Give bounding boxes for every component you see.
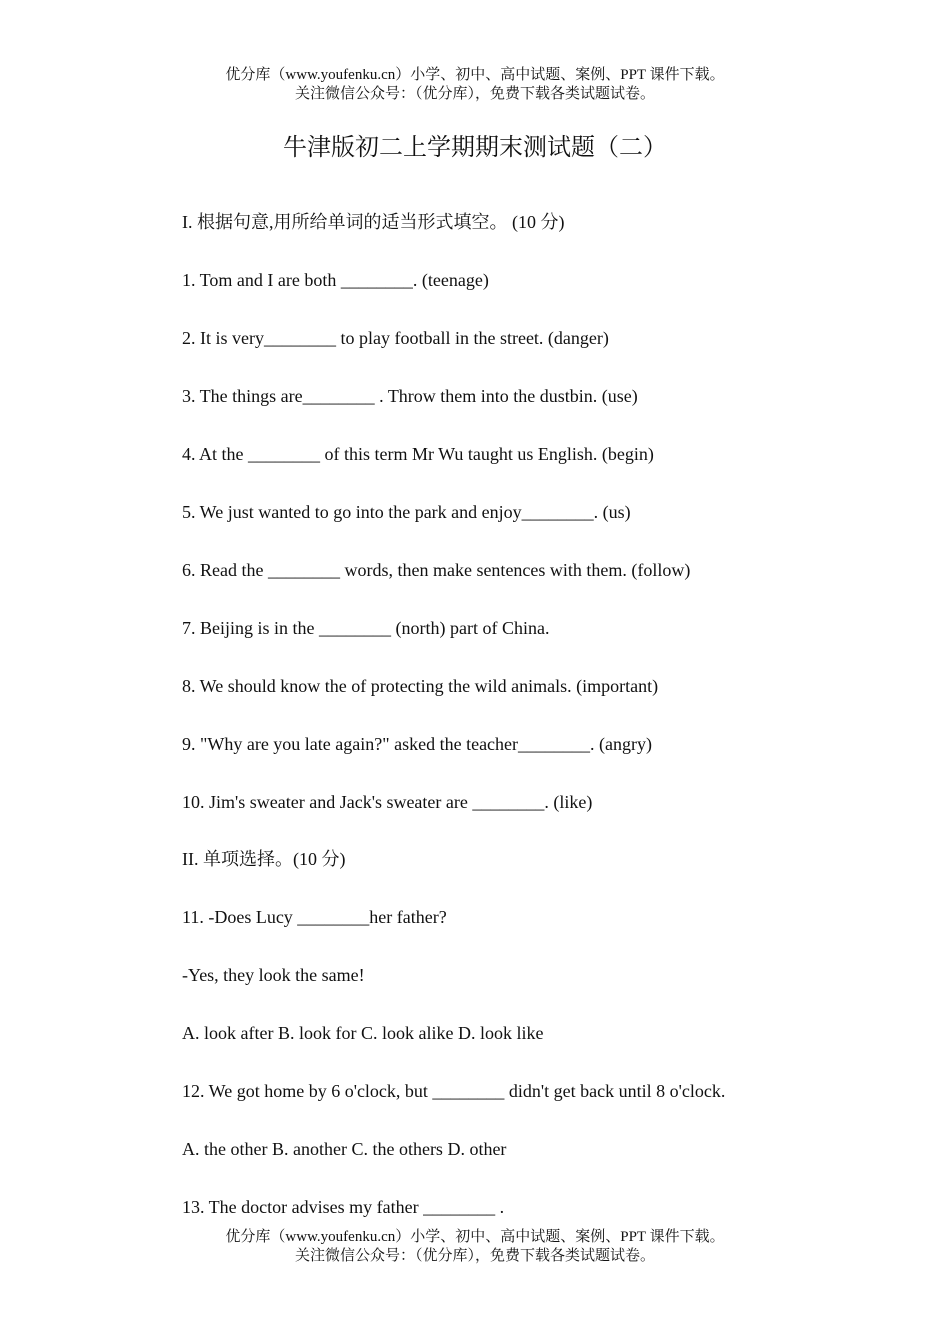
question-12-options: A. the other B. another C. the others D. other <box>182 1139 507 1159</box>
question-12: 12. We got home by 6 o'clock, but ________ didn't get back until 8 o'clock. <box>182 1081 726 1101</box>
question-3: 3. The things are________ . Throw them into the dustbin. (use) <box>182 386 638 406</box>
question-11-options: A. look after B. look for C. look alike D. look like <box>182 1023 544 1043</box>
footer-line-2: 关注微信公众号：（优分库），免费下载各类试题试卷。 <box>294 1248 655 1264</box>
page-footer <box>0 1228 950 1266</box>
question-4: 4. At the ________ of this term Mr Wu taught us English. (begin) <box>182 444 654 464</box>
question-6: 6. Read the ________ words, then make sentences with them. (follow) <box>182 560 691 580</box>
question-7: 7. Beijing is in the ________ (north) part of China. <box>182 618 550 638</box>
question-13: 13. The doctor advises my father ________ . <box>182 1197 505 1217</box>
page-header <box>0 66 950 104</box>
header-line-2: 关注微信公众号：（优分库），免费下载各类试题试卷。 <box>294 86 655 102</box>
footer-line-1: 优分库（www.youfenku.cn）小学、初中、高中试题、案例、PPT 课件下载。 <box>225 1229 725 1245</box>
question-11-dialogue: -Yes, they look the same! <box>182 965 365 985</box>
question-5: 5. We just wanted to go into the park and enjoy________. (us) <box>182 502 631 522</box>
question-8: 8. We should know the of protecting the wild animals. (important) <box>182 676 659 696</box>
question-1: 1. Tom and I are both ________. (teenage) <box>182 270 489 290</box>
question-9: 9. "Why are you late again?" asked the teacher________. (angry) <box>182 734 653 754</box>
question-10: 10. Jim's sweater and Jack's sweater are ________. (like) <box>182 792 593 812</box>
header-line-1: 优分库（www.youfenku.cn）小学、初中、高中试题、案例、PPT 课件下载。 <box>225 67 725 83</box>
question-11: 11. -Does Lucy ________her father? <box>182 907 447 927</box>
section-heading-multiple-choice: II. 单项选择。(10 分) <box>182 849 346 869</box>
document-title: 牛津版初二上学期期末测试题（二） <box>283 135 667 161</box>
section-heading-fill-in: I. 根据句意,用所给单词的适当形式填空。 (10 分) <box>182 212 565 232</box>
question-2: 2. It is very________ to play football in the street. (danger) <box>182 328 609 348</box>
